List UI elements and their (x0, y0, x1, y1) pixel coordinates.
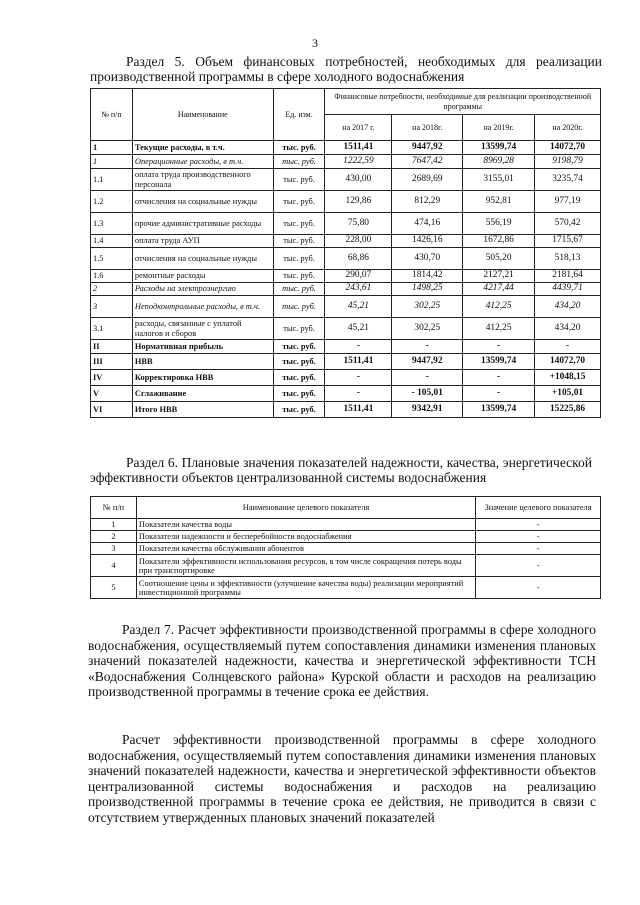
cell-name: Корректировка НВВ (132, 370, 273, 386)
cell-v2018: 9447,92 (392, 354, 463, 370)
table-row (91, 213, 601, 235)
cell-name: Итого НВВ (132, 402, 273, 418)
table-row (91, 555, 601, 577)
cell-v2018: 430,70 (392, 248, 463, 270)
cell-v2019: 4217,44 (463, 283, 535, 296)
cell-unit: тыс. руб. (273, 270, 325, 283)
header-num: № п/п (91, 89, 133, 141)
cell-num: 3 (91, 543, 137, 555)
cell-v2020: 518,13 (535, 248, 601, 270)
cell-name: ремонтные расходы (132, 270, 273, 283)
cell-unit: тыс. руб. (273, 340, 325, 354)
cell-name: Соотношение цены и эффективности (улучшение качества воды) реализации мероприятий инвестиционной программы (136, 577, 475, 599)
cell-v2020: 1715,67 (535, 235, 601, 248)
cell-num: 1.4 (91, 235, 133, 248)
cell-unit: тыс. руб. (273, 296, 325, 318)
section7-paragraph: Раздел 7. Расчет эффективности производственной программы в сфере холодного водоснабжения, осуществляемый путем сопоставления динамики изменения плановых значений показателей надежности, качества и энергетической эффективности ТСН «Водоснабжения Солнцевского района» Курской области и расходов на реализацию производственной программы в течение срока ее действия. (88, 622, 596, 699)
cell-v2018: 474,16 (392, 213, 463, 235)
cell-v2018: 302,25 (392, 318, 463, 340)
cell-unit: тыс. руб. (273, 283, 325, 296)
table-row (91, 340, 601, 354)
cell-name: Расходы на электроэнергию (132, 283, 273, 296)
cell-unit: тыс. руб. (273, 248, 325, 270)
cell-name: Сглаживание (132, 386, 273, 402)
cell-v2017: 1511,41 (325, 402, 392, 418)
cell-v2017: 243,61 (325, 283, 392, 296)
cell-unit: тыс. руб. (273, 318, 325, 340)
cell-unit: тыс. руб. (273, 235, 325, 248)
cell-num: 2 (91, 283, 133, 296)
cell-v2020: 434,20 (535, 318, 601, 340)
table-row (91, 169, 601, 191)
table-row (91, 577, 601, 599)
cell-v2019: - (463, 370, 535, 386)
cell-v2020: 570,42 (535, 213, 601, 235)
cell-v2017: 228,00 (325, 235, 392, 248)
header-unit: Ед. изм. (273, 89, 325, 141)
cell-v2020: 434,20 (535, 296, 601, 318)
table-row (91, 402, 601, 418)
cell-v2020: 9198,79 (535, 155, 601, 169)
cell-v2020: 14072,70 (535, 354, 601, 370)
table-row (91, 519, 601, 531)
page-number: 3 (312, 36, 318, 50)
cell-v2020: - (535, 340, 601, 354)
cell-name: прочие административные расходы (132, 213, 273, 235)
cell-v2018: 7647,42 (392, 155, 463, 169)
cell-v2018: 1498,25 (392, 283, 463, 296)
cell-num: II (91, 340, 133, 354)
cell-num: 2 (91, 531, 137, 543)
cell-num: 3 (91, 296, 133, 318)
cell-v2018: 812,29 (392, 191, 463, 213)
cell-v2018: - (392, 340, 463, 354)
cell-v2017: 1222,59 (325, 155, 392, 169)
cell-num: VI (91, 402, 133, 418)
cell-name: отчисления на социальные нужды (132, 248, 273, 270)
cell-v2018: - (392, 370, 463, 386)
cell-v2017: 1511,41 (325, 141, 392, 155)
cell-num: 1 (91, 155, 133, 169)
cell-name: Текущие расходы, в т.ч. (132, 141, 273, 155)
table-row (91, 386, 601, 402)
cell-unit: тыс. руб. (273, 386, 325, 402)
header-2017: на 2017 г. (325, 115, 392, 141)
cell-name: оплата труда АУП (132, 235, 273, 248)
cell-v2019: 952,81 (463, 191, 535, 213)
cell-num: 1.2 (91, 191, 133, 213)
cell-v2018: 1814,42 (392, 270, 463, 283)
cell-v2017: 290,07 (325, 270, 392, 283)
cell-v2017: 45,21 (325, 318, 392, 340)
cell-v2020: 977,19 (535, 191, 601, 213)
cell-num: 1.1 (91, 169, 133, 191)
table-row (91, 155, 601, 169)
cell-name: оплата труда производственного персонала (132, 169, 273, 191)
cell-v2018: - 105,01 (392, 386, 463, 402)
cell-value: - (476, 519, 601, 531)
cell-num: 1.5 (91, 248, 133, 270)
cell-v2018: 9447,92 (392, 141, 463, 155)
cell-unit: тыс. руб. (273, 169, 325, 191)
cell-name: Показатели качества воды (136, 519, 475, 531)
cell-value: - (476, 577, 601, 599)
header-2018: на 2018г. (392, 115, 463, 141)
target-indicators-table (90, 496, 601, 599)
cell-v2017: - (325, 370, 392, 386)
financial-needs-table (90, 88, 601, 418)
cell-v2018: 9342,91 (392, 402, 463, 418)
header-2020: на 2020г. (535, 115, 601, 141)
cell-num: 1.3 (91, 213, 133, 235)
cell-v2019: 1672,86 (463, 235, 535, 248)
section5-heading: Раздел 5. Объем финансовых потребностей, необходимых для реализации производственной программы в сфере холодного водоснабжения (90, 54, 602, 84)
cell-value: - (476, 531, 601, 543)
cell-num: 3.1 (91, 318, 133, 340)
cell-name: Показатели надежности и бесперебойности водоснабжения (136, 531, 475, 543)
cell-v2017: 430,00 (325, 169, 392, 191)
table-row (91, 141, 601, 155)
cell-name: Нормативная прибыль (132, 340, 273, 354)
cell-v2018: 302,25 (392, 296, 463, 318)
cell-name: расходы, связанные с уплатой налогов и сборов (132, 318, 273, 340)
cell-v2019: - (463, 340, 535, 354)
cell-v2019: 13599,74 (463, 141, 535, 155)
cell-num: 5 (91, 577, 137, 599)
cell-v2019: - (463, 386, 535, 402)
cell-num: V (91, 386, 133, 402)
cell-v2020: 14072,70 (535, 141, 601, 155)
cell-v2017: 1511,41 (325, 354, 392, 370)
cell-num: 1.6 (91, 270, 133, 283)
cell-v2019: 13599,74 (463, 354, 535, 370)
table-row (91, 370, 601, 386)
cell-num: 1 (91, 141, 133, 155)
cell-v2020: 15225,86 (535, 402, 601, 418)
cell-num: III (91, 354, 133, 370)
table-row (91, 354, 601, 370)
cell-num: IV (91, 370, 133, 386)
cell-v2020: 4439,71 (535, 283, 601, 296)
cell-unit: тыс. руб. (273, 155, 325, 169)
cell-v2018: 2689,69 (392, 169, 463, 191)
cell-name: Операционные расходы, в т.ч. (132, 155, 273, 169)
cell-v2020: 2181,64 (535, 270, 601, 283)
cell-v2017: - (325, 340, 392, 354)
cell-v2019: 412,25 (463, 296, 535, 318)
cell-name: НВВ (132, 354, 273, 370)
table-row (91, 296, 601, 318)
cell-v2019: 2127,21 (463, 270, 535, 283)
table-row (91, 531, 601, 543)
cell-name: отчисления на социальные нужды (132, 191, 273, 213)
cell-num: 4 (91, 555, 137, 577)
cell-v2019: 3155,01 (463, 169, 535, 191)
section7-paragraph-2: Расчет эффективности производственной программы в сфере холодного водоснабжения, осуществляемый путем сопоставления динамики изменения плановых значений показателей надежности, качества и энергетической эффективности объектов централизованной системы водоснабжения и расходов на реализацию производственной программы в течение срока ее действия, не приводится в связи с отсутствием утвержденных плановых значений показателей (88, 732, 596, 825)
cell-v2017: 129,86 (325, 191, 392, 213)
cell-v2017: 75,80 (325, 213, 392, 235)
header-num: № п/п (91, 497, 137, 519)
cell-v2017: - (325, 386, 392, 402)
section6-heading: Раздел 6. Плановые значения показателей надежности, качества, энергетической эффективности объектов централизованной системы водоснабжения (90, 455, 592, 485)
table-row (91, 543, 601, 555)
cell-v2017: 68,86 (325, 248, 392, 270)
cell-name: Показатели эффективности использования ресурсов, в том числе сокращения потерь воды при транспортировке (136, 555, 475, 577)
table-row (91, 270, 601, 283)
cell-v2020: +1048,15 (535, 370, 601, 386)
cell-v2018: 1426,16 (392, 235, 463, 248)
cell-unit: тыс. руб. (273, 213, 325, 235)
cell-unit: тыс. руб. (273, 354, 325, 370)
cell-v2019: 412,25 (463, 318, 535, 340)
table-row (91, 318, 601, 340)
header-name: Наименование (132, 89, 273, 141)
cell-unit: тыс. руб. (273, 370, 325, 386)
header-2019: на 2019г. (463, 115, 535, 141)
cell-value: - (476, 555, 601, 577)
cell-v2020: +105,01 (535, 386, 601, 402)
cell-v2017: 45,21 (325, 296, 392, 318)
cell-v2019: 505,20 (463, 248, 535, 270)
table-row (91, 248, 601, 270)
cell-num: 1 (91, 519, 137, 531)
header-financial-needs: Финансовые потребности, необходимые для реализации производственной программы (325, 89, 601, 115)
cell-v2019: 556,19 (463, 213, 535, 235)
table-row (91, 283, 601, 296)
cell-v2020: 3235,74 (535, 169, 601, 191)
cell-name: Неподконтрольные расходы, в т.ч. (132, 296, 273, 318)
cell-name: Показатели качества обслуживания абонентов (136, 543, 475, 555)
cell-unit: тыс. руб. (273, 402, 325, 418)
cell-unit: тыс. руб. (273, 141, 325, 155)
header-indicator-name: Наименование целевого показателя (136, 497, 475, 519)
cell-value: - (476, 543, 601, 555)
cell-v2019: 13599,74 (463, 402, 535, 418)
table-row (91, 235, 601, 248)
cell-unit: тыс. руб. (273, 191, 325, 213)
table-row (91, 191, 601, 213)
cell-v2019: 8969,28 (463, 155, 535, 169)
header-indicator-value: Значение целевого показателя (476, 497, 601, 519)
